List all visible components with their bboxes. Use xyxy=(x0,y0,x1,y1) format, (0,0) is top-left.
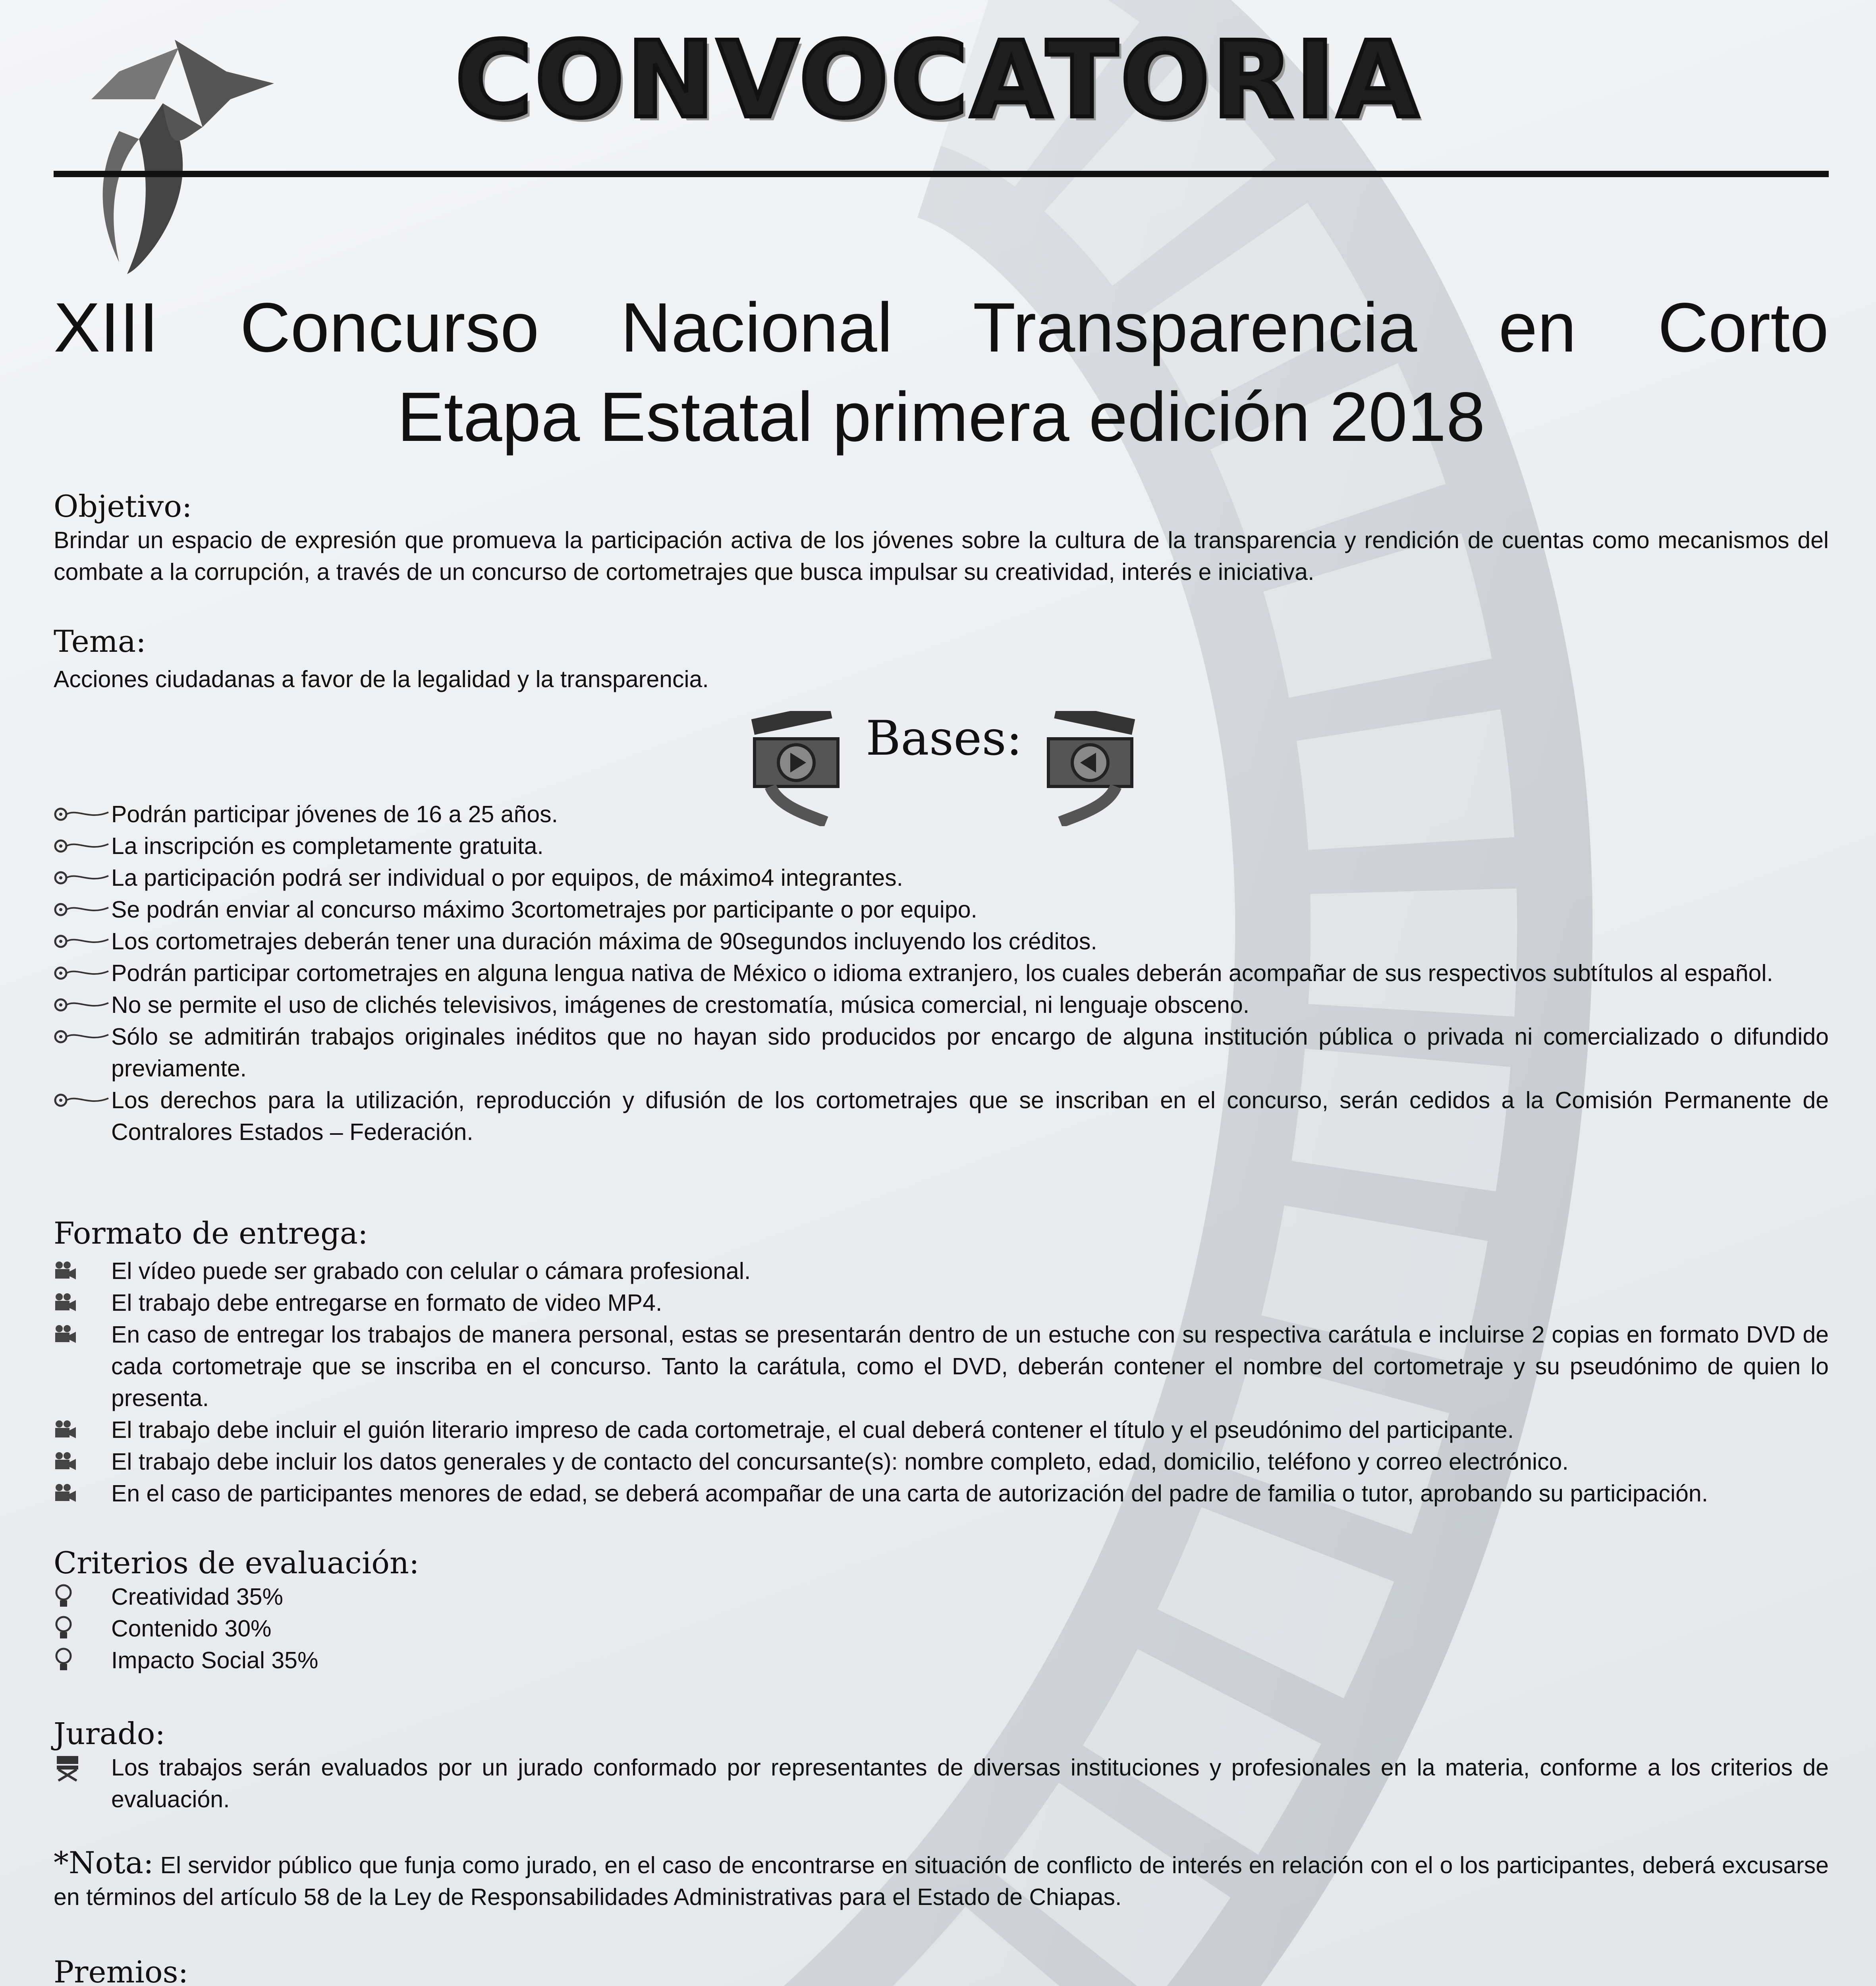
jurado-block xyxy=(54,1752,1829,1815)
list-item: Podrán participar cortometrajes en alguna lengua nativa de México o idioma extranjero, los cuales deberán acompañar de sus respectivos subtítulos al español. xyxy=(54,957,1829,989)
nota-label: *Nota: xyxy=(54,1845,154,1880)
list-item: El trabajo debe entregarse en formato de video MP4. xyxy=(54,1287,1829,1319)
list-item: La inscripción es completamente gratuita. xyxy=(54,830,1829,862)
bases-list xyxy=(54,798,1829,1148)
video-camera-icon xyxy=(54,1319,111,1350)
film-reel-bullet-icon xyxy=(54,957,111,989)
film-reel-bullet-icon xyxy=(54,862,111,894)
light-bulb-icon xyxy=(54,1644,111,1676)
list-item: Impacto Social 35% xyxy=(54,1644,1829,1676)
list-item: En el caso de participantes menores de edad, se deberá acompañar de una carta de autorización del padre de familia o tutor, aprobando su participación. xyxy=(54,1478,1829,1509)
criterios-heading: Criterios de evaluación: xyxy=(54,1545,419,1580)
film-reel-bullet-icon xyxy=(54,1084,111,1116)
film-reel-bullet-icon xyxy=(54,798,111,830)
nota-text: El servidor público que funja como jurado, en el caso de encontrarse en situación de conflicto de interés en relación con el o los participantes, deberá excusarse en términos del artículo 58 de la Ley de Responsabilidades Administrativas para el Estado de Chiapas. xyxy=(54,1852,1829,1910)
objetivo-heading: Objetivo: xyxy=(54,489,192,524)
director-chair-icon xyxy=(54,1752,111,1783)
list-item: El trabajo debe incluir los datos generales y de contacto del concursante(s): nombre completo, edad, domicilio, teléfono y correo electrónico. xyxy=(54,1446,1829,1478)
video-camera-icon xyxy=(54,1446,111,1478)
video-camera-icon xyxy=(54,1414,111,1446)
bases-heading: Bases: xyxy=(866,711,1023,766)
list-item: Se podrán enviar al concurso máximo 3cortometrajes por participante o por equipo. xyxy=(54,894,1829,925)
list-item: Los derechos para la utilización, reproducción y difusión de los cortometrajes que se inscriban en el concurso, serán cedidos a la Comisión Permanente de Contralores Estados – Federación. xyxy=(54,1084,1829,1148)
contest-edition: Etapa Estatal primera edición 2018 xyxy=(397,378,1485,456)
list-item: Podrán participar jóvenes de 16 a 25 años. xyxy=(54,798,1829,830)
light-bulb-icon xyxy=(54,1581,111,1613)
list-item: Creatividad 35% xyxy=(54,1581,1829,1613)
list-item: Los trabajos serán evaluados por un jurado conformado por representantes de diversas instituciones y profesionales en la materia, conforme a los criterios de evaluación. xyxy=(54,1752,1829,1815)
criterios-list xyxy=(54,1581,1829,1676)
list-item: En caso de entregar los trabajos de manera personal, estas se presentarán dentro de un estuche con su respectiva carátula e incluirse 2 copias en formato DVD de cada cortometraje que se inscriba en el concurso. Tanto la carátula, como el DVD, deberán contener el nombre del cortometraje y su pseudónimo de quien lo presenta. xyxy=(54,1319,1829,1414)
film-reel-bullet-icon xyxy=(54,894,111,925)
list-item: Sólo se admitirán trabajos originales inéditos que no hayan sido producidos por encargo de alguna institución pública o privada ni comercializado o difundido previamente. xyxy=(54,1021,1829,1084)
list-item: El trabajo debe incluir el guión literario impreso de cada cortometraje, el cual deberá contener el título y el pseudónimo del participante. xyxy=(54,1414,1829,1446)
premios-heading: Premios: xyxy=(54,1954,189,1986)
list-item: Los cortometrajes deberán tener una duración máxima de 90segundos incluyendo los créditos. xyxy=(54,925,1829,957)
title-divider xyxy=(54,171,1829,177)
list-item: No se permite el uso de clichés televisivos, imágenes de crestomatía, música comercial, ni lenguaje obsceno. xyxy=(54,989,1829,1021)
video-camera-icon xyxy=(54,1287,111,1319)
objetivo-text: Brindar un espacio de expresión que promueva la participación activa de los jóvenes sobre la cultura de la transparencia y rendición de cuentas como mecanismos del combate a la corrupción, a través de un concurso de cortometrajes que busca impulsar su creatividad, interés e iniciativa. xyxy=(54,527,1829,585)
video-camera-icon xyxy=(54,1478,111,1509)
light-bulb-icon xyxy=(54,1613,111,1644)
film-reel-bullet-icon xyxy=(54,989,111,1021)
page-title: CONVOCATORIA xyxy=(455,19,1421,141)
nota-block xyxy=(54,1847,1829,1913)
tema-heading: Tema: xyxy=(54,624,146,659)
jurado-heading: Jurado: xyxy=(54,1716,166,1751)
formato-list xyxy=(54,1255,1829,1509)
video-camera-icon xyxy=(54,1255,111,1287)
list-item: El vídeo puede ser grabado con celular o cámara profesional. xyxy=(54,1255,1829,1287)
film-reel-bullet-icon xyxy=(54,830,111,862)
tema-text: Acciones ciudadanas a favor de la legalidad y la transparencia. xyxy=(54,666,709,692)
formato-heading: Formato de entrega: xyxy=(54,1215,368,1251)
contest-title: XIII Concurso Nacional Transparencia en Corto xyxy=(54,289,1829,367)
list-item: La participación podrá ser individual o por equipos, de máximo4 integrantes. xyxy=(54,862,1829,894)
film-reel-bullet-icon xyxy=(54,925,111,957)
list-item: Contenido 30% xyxy=(54,1613,1829,1644)
film-reel-bullet-icon xyxy=(54,1021,111,1053)
